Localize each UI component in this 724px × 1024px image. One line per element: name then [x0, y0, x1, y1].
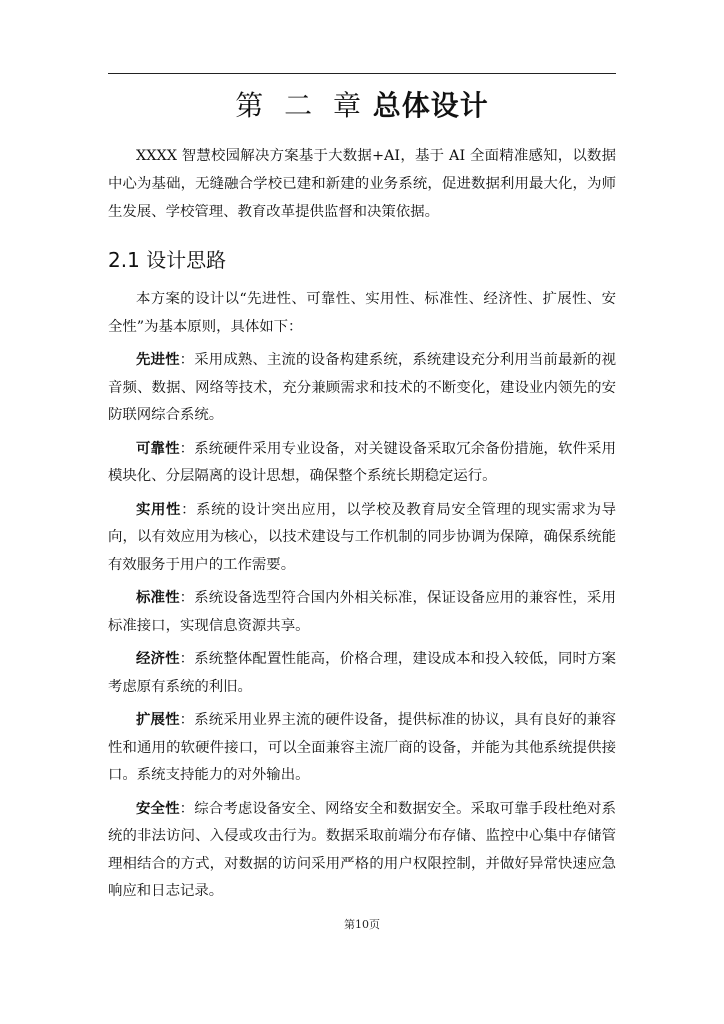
principle-text: 系统的设计突出应用，以学校及教育局安全管理的现实需求为导向，以有效应用为核心，以技术建设与工作机制的同步协调为保障，确保系统能有效服务于用户的工作需要。 [108, 501, 616, 573]
principle-text: 系统采用业界主流的硬件设备，提供标准的协议，具有良好的兼容性和通用的软硬件接口，可以全面兼容主流厂商的设备，并能为其他系统提供接口。系统支持能力的对外输出。 [108, 712, 616, 783]
principle-term: 实用性 [136, 501, 182, 518]
principle-paragraph [108, 585, 616, 640]
principle-separator: ： [179, 590, 195, 606]
principle-text: 采用成熟、主流的设备构建系统，系统建设充分利用当前最新的视音频、数据、网络等技术，充分兼顾需求和技术的不断变化，建设业内领先的安防联网综合系统。 [108, 352, 616, 423]
principle-paragraph [108, 707, 616, 790]
chapter-intro-paragraph: XXXX 智慧校园解决方案基于大数据+AI，基于 AI 全面精准感知，以数据中心为基础，无缝融合学校已建和新建的业务系统，促进数据利用最大化，为师生发展、学校管理、教育改革提供监督和决策依据。 [108, 148, 616, 220]
principle-separator: ： [181, 501, 197, 518]
chapter-label: 第 二 章 [235, 89, 363, 122]
principle-separator: ： [179, 800, 195, 817]
page-number: 第10页 [344, 918, 380, 931]
principle-text: 系统设备选型符合国内外相关标准，保证设备应用的兼容性，采用标准接口，实现信息资源共享。 [108, 590, 616, 634]
principle-term: 可靠性 [136, 440, 180, 457]
principle-term: 扩展性 [136, 712, 180, 728]
principles-intro-paragraph: 本方案的设计以“先进性、可靠性、实用性、标准性、经济性、扩展性、安全性”为基本原则，具体如下： [108, 291, 616, 335]
principle-paragraph [108, 347, 616, 430]
section-title: 设计思路 [146, 248, 227, 272]
principle-paragraph [108, 436, 616, 491]
header-rule [108, 73, 616, 74]
chapter-name: 总体设计 [372, 89, 489, 122]
section-heading [108, 244, 616, 276]
principle-separator: ： [179, 651, 195, 667]
principle-paragraph [108, 497, 616, 580]
principle-term: 先进性 [136, 352, 180, 368]
principle-term: 标准性 [136, 590, 180, 606]
principle-text: 系统硬件采用专业设备，对关键设备采取冗余备份措施，软件采用模块化、分层隔离的设计思想，确保整个系统长期稳定运行。 [108, 440, 616, 484]
principle-term: 安全性 [136, 800, 180, 817]
principle-paragraph [108, 646, 616, 701]
principle-paragraph [108, 796, 616, 906]
section-content [108, 286, 616, 912]
principle-text: 综合考虑设备安全、网络安全和数据安全。采取可靠手段杜绝对系统的非法访问、入侵或攻击行为。数据采取前端分布存储、监控中心集中存储管理相结合的方式，对数据的访问采用严格的用户权限控制，并做好异常快速应急响应和日志记录。 [108, 800, 616, 899]
principle-separator: ： [179, 712, 195, 728]
principle-term: 经济性 [136, 651, 180, 667]
principle-separator: ： [179, 440, 195, 457]
section-number: 2.1 [108, 248, 140, 272]
chapter-title [108, 86, 616, 126]
principle-separator: ： [179, 352, 195, 368]
principle-text: 系统整体配置性能高，价格合理，建设成本和投入较低，同时方案考虑原有系统的利旧。 [108, 651, 616, 695]
